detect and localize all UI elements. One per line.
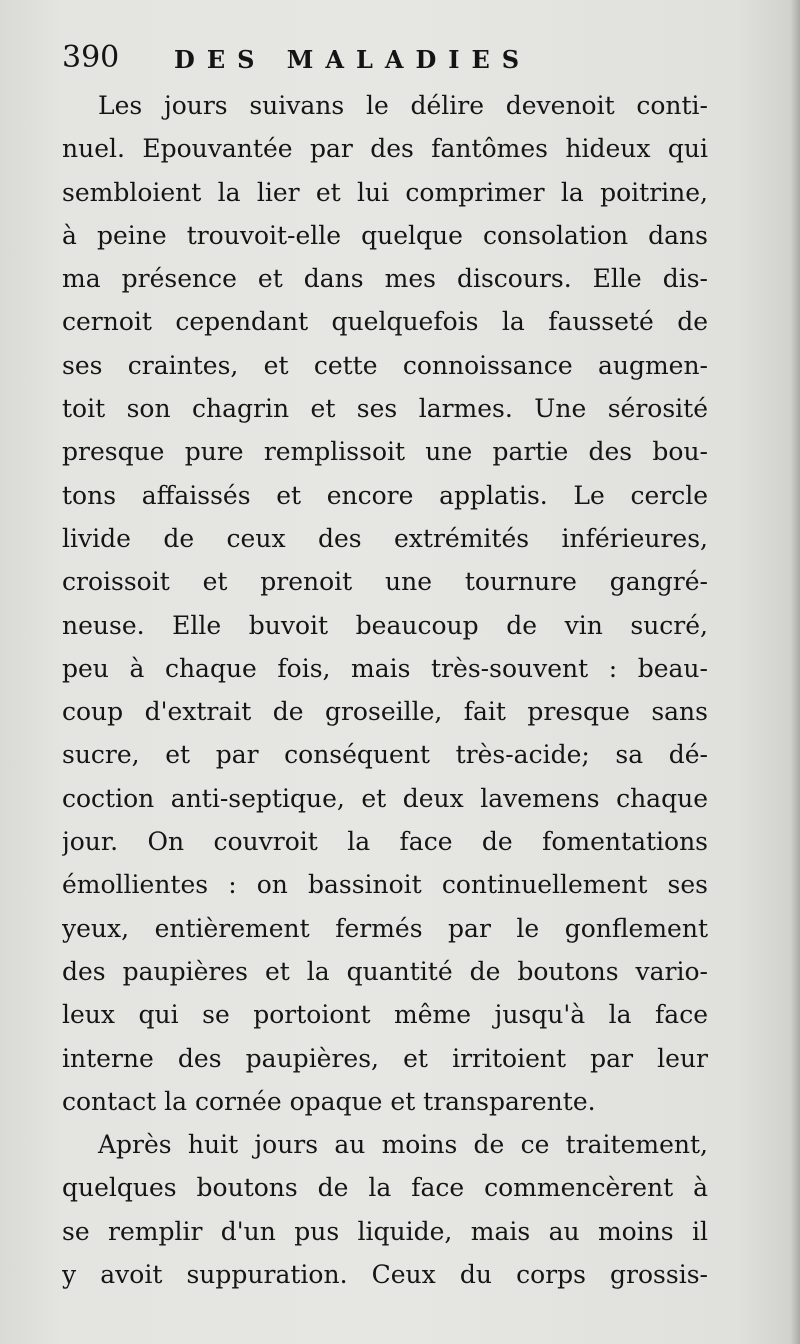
- page-edge-shadow: [790, 0, 800, 1344]
- text-line: coup d'extrait de groseille, fait presque sans: [62, 697, 708, 727]
- text-line: neuse. Elle buvoit beaucoup de vin sucré,: [62, 610, 708, 640]
- text-line: Les jours suivans le délire devenoit conti-: [98, 91, 708, 120]
- text-line: toit son chagrin et ses larmes. Une sérosité: [62, 394, 708, 424]
- text-line: interne des paupières, et irritoient par leur: [62, 1043, 708, 1073]
- text-line: ma présence et dans mes discours. Elle dis-: [62, 264, 708, 294]
- text-line: livide de ceux des extrémités inférieures,: [62, 523, 708, 553]
- text-line: contact la cornée opaque et transparente.: [62, 1086, 596, 1116]
- text-line: jour. On couvroit la face de fomentations: [62, 827, 708, 857]
- text-line: émollientes : on bassinoit continuellement ses: [62, 870, 708, 900]
- page-header: [62, 38, 702, 82]
- text-line: coction anti-septique, et deux lavemens chaque: [62, 783, 708, 813]
- text-line: Après huit jours au moins de ce traitement,: [98, 1130, 708, 1160]
- text-line: cernoit cependant quelquefois la fausseté de: [62, 307, 708, 337]
- text-line: yeux, entièrement fermés par le gonflement: [62, 913, 708, 943]
- text-line: tons affaissés et encore applatis. Le cercle: [62, 480, 708, 510]
- text-line: à peine trouvoit-elle quelque consolation dans: [62, 220, 708, 250]
- running-head: DES MALADIES: [174, 45, 532, 74]
- text-line: se remplir d'un pus liquide, mais au moins il: [62, 1216, 708, 1246]
- text-line: sembloient la lier et lui comprimer la poitrine,: [62, 177, 708, 207]
- text-line: des paupières et la quantité de boutons vario-: [62, 956, 708, 986]
- text-line: sucre, et par conséquent très-acide; sa dé-: [62, 740, 708, 770]
- text-line: presque pure remplissoit une partie des bou-: [62, 437, 708, 467]
- text-line: ses craintes, et cette connoissance augmen-: [62, 350, 708, 380]
- text-line: quelques boutons de la face commencèrent à: [62, 1173, 708, 1203]
- body-text: [62, 84, 708, 1296]
- text-line: croissoit et prenoit une tournure gangré-: [62, 567, 708, 597]
- text-line: nuel. Epouvantée par des fantômes hideux qui: [62, 134, 708, 164]
- page-number: 390: [62, 40, 120, 75]
- text-line: peu à chaque fois, mais très-souvent : beau-: [62, 653, 708, 683]
- text-line: y avoit suppuration. Ceux du corps grossis-: [62, 1260, 708, 1290]
- text-line: leux qui se portoiont même jusqu'à la face: [62, 1000, 708, 1030]
